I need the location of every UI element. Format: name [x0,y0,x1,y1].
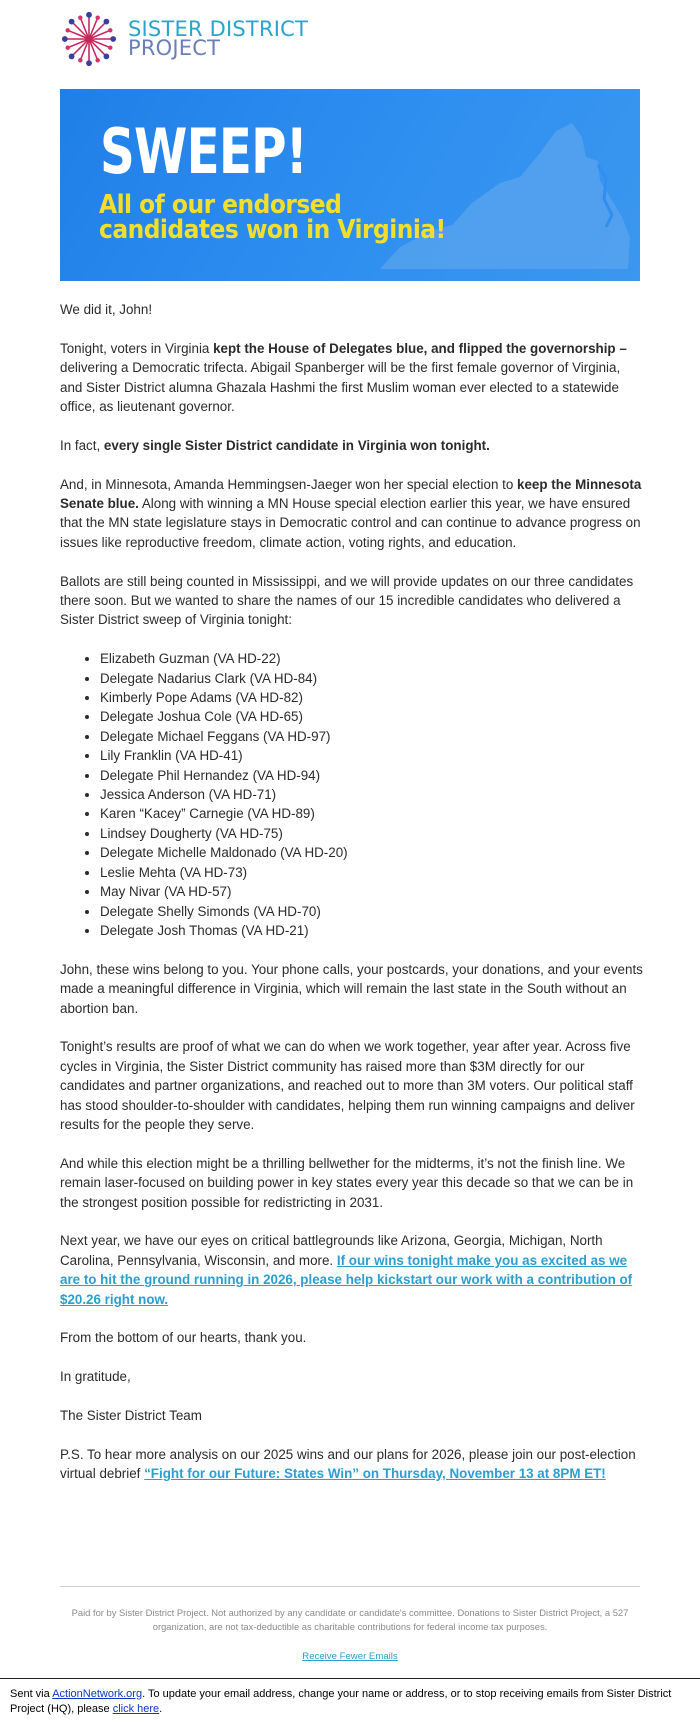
paragraph-minnesota: And, in Minnesota, Amanda Hemmingsen-Jaeger won her special election to keep the Minnesota Senate blue. Along with winning a MN House special election earlier this year, we have ensured that the MN state legislature stays in Democratic control and can continue to advance progress on issues like reproductive freedom, climate action, voting rights, and education. [60,476,642,550]
list-item: • Delegate Shelly Simonds (VA HD-70) [100,902,645,921]
list-item: • Delegate Nadarius Clark (VA HD-84) [100,669,645,688]
paragraph-proof: Tonight’s results are proof of what we can do when we work together, year after year. Across five cycles in Virginia, the Sister District community has raised more than $3M directly for our candidates and partner organizations, and reached out to more than 3M voters. Our political staff has stood shoulder-to-shoulder with candidates, helping them run winning campaigns and deliver results for the people they serve. [60,1039,635,1132]
list-item: • May Nivar (VA HD-57) [100,882,645,901]
paragraph-next-year: Next year, we have our eyes on critical battlegrounds like Arizona, Georgia, Michigan, North Carolina, Pennsylvania, Wisconsin, and more. If our wins tonight make you as excited as we are to hit the ground running in 2026, please help kickstart our work with a contribution of $20.26 right now. [60,1233,633,1307]
logo-line-1: SISTER DISTRICT [128,17,309,41]
email-body [60,300,645,1503]
receive-fewer-emails [60,1651,640,1662]
hero-subtitle-line-2: candidates won in Virginia! [99,215,446,245]
signature: The Sister District Team [60,1407,202,1423]
hero-title: SWEEP! [100,115,308,188]
list-item: • Elizabeth Guzman (VA HD-22) [100,649,645,668]
footer-text: Sent via ActionNetwork.org. To update your email address, change your name or address, or to stop receiving emails from Sister District Project (HQ), please click here. [10,1688,672,1715]
list-item: • Delegate Joshua Cole (VA HD-65) [100,707,645,726]
list-item: • Leslie Mehta (VA HD-73) [100,863,645,882]
paragraph-bellwether: And while this election might be a thrilling bellwether for the midterms, it’s not the finish line. We remain laser-focused on building power in key states every year this decade so that we can be in the strongest position possible for redistricting in 2031. [60,1155,634,1210]
list-item: • Kimberly Pope Adams (VA HD-82) [100,688,645,707]
list-item: • Delegate Michelle Maldonado (VA HD-20) [100,843,645,862]
paragraph-thanks: From the bottom of our hearts, thank you. [60,1330,307,1346]
divider [60,1586,640,1587]
hero-banner [60,89,640,281]
actionnetwork-link[interactable]: ActionNetwork.org [52,1688,143,1700]
sign-off: In gratitude, [60,1369,131,1385]
postscript: P.S. To hear more analysis on our 2025 wins and our plans for 2026, please join our post-election virtual debrief “Fight for our Future: States Win” on Thursday, November 13 at 8PM ET! [60,1446,636,1482]
sister-district-logo[interactable] [60,10,308,68]
logo-wordmark [128,17,309,60]
list-item: • Delegate Michael Feggans (VA HD-97) [100,727,645,746]
paragraph-wins-belong: John, these wins belong to you. Your phone calls, your postcards, your donations, and your events made a meaningful difference in Virginia, which will remain the last state in the South without an abortion ban. [60,961,643,1016]
hero-subtitle [99,190,495,245]
list-item: • Delegate Phil Hernandez (VA HD-94) [100,766,645,785]
footer [0,1678,700,1729]
paragraph-results: Tonight, voters in Virginia kept the House of Delegates blue, and flipped the governorship – delivering a Democratic trifecta. Abigail Spanberger will be the first female governor of Virginia, and Sister District alumna Ghazala Hashmi the first Muslim woman ever elected to a statewide office, as lieutenant governor. [60,340,627,415]
paragraph-every-candidate: In fact, every single Sister District candidate in Virginia won tonight. [60,437,490,453]
greeting: We did it, John! [60,302,153,317]
list-item: • Lindsey Dougherty (VA HD-75) [100,824,645,843]
candidate-list [60,649,645,940]
list-item: • Delegate Josh Thomas (VA HD-21) [100,921,645,940]
legal-disclaimer: Paid for by Sister District Project. Not authorized by any candidate or candidate's committee. Donations to Sister District Project, a 527 organization, are not tax-deductible as charitable contributions for federal income tax purposes. [71,1607,629,1632]
debrief-link[interactable]: “Fight for our Future: States Win” on Thursday, November 13 at 8PM ET! [144,1466,606,1482]
list-item: • Karen “Kacey” Carnegie (VA HD-89) [100,804,645,823]
list-item: • Lily Franklin (VA HD-41) [100,746,645,765]
list-item: • Jessica Anderson (VA HD-71) [100,785,645,804]
hero-subtitle-line-1: All of our endorsed [99,190,342,220]
logo-line-2: PROJECT [128,36,221,60]
starburst-logo-icon [60,10,118,68]
donate-link[interactable]: If our wins tonight make you as excited as we are to hit the ground running in 2026, please help kickstart our work with a contribution of $20.26 right now. [60,1252,633,1307]
click-here-link[interactable]: click here [112,1703,160,1715]
receive-fewer-emails-link[interactable]: Receive Fewer Emails [302,1651,398,1662]
paragraph-mississippi: Ballots are still being counted in Mississippi, and we will provide updates on our three candidates there soon. But we wanted to share the names of our 15 incredible candidates who delivered a Sister District sweep of Virginia tonight: [60,573,634,628]
